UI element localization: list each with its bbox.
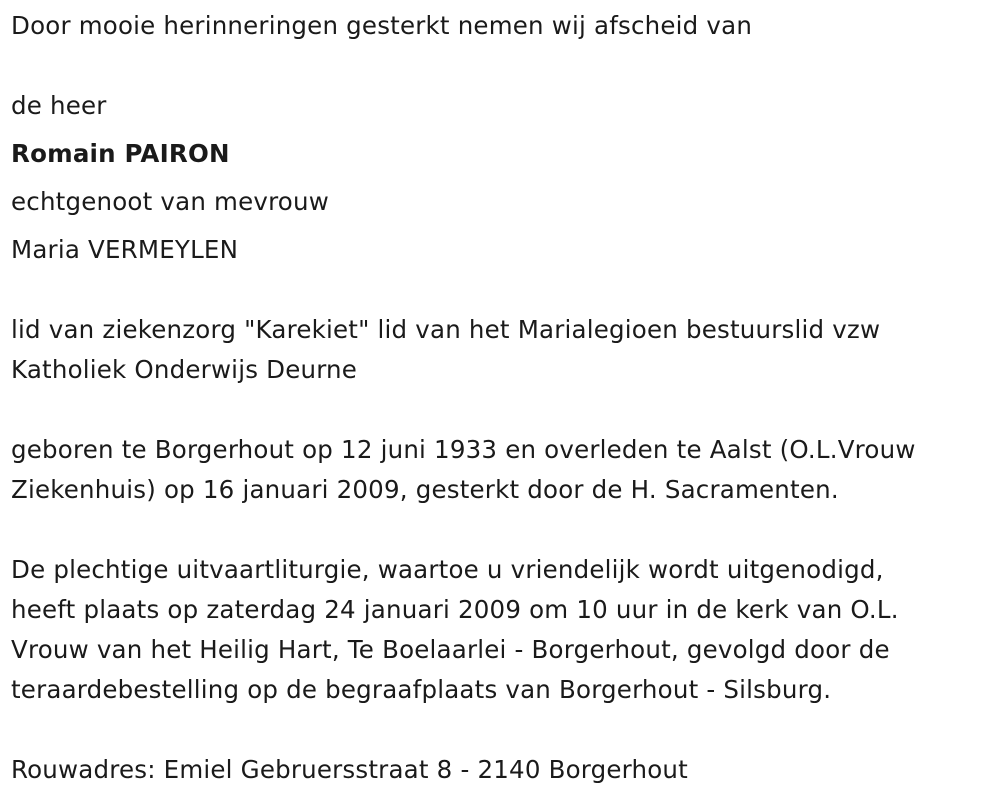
funeral-line-1: De plechtige uitvaartliturgie, waartoe u vriendelijk wordt uitgenodigd, bbox=[11, 555, 884, 584]
life-dates-line-1: geboren te Borgerhout op 12 juni 1933 en overleden te Aalst (O.L.Vrouw bbox=[11, 435, 916, 464]
funeral-line-4: teraardebestelling op de begraafplaats van Borgerhout - Silsburg. bbox=[11, 675, 832, 704]
intro-text: Door mooie herinneringen gesterkt nemen wij afscheid van bbox=[11, 11, 753, 40]
spouse-name: Maria VERMEYLEN bbox=[11, 235, 239, 264]
life-dates-line-2: Ziekenhuis) op 16 januari 2009, gesterkt door de H. Sacramenten. bbox=[11, 475, 839, 504]
mourning-address: Rouwadres: Emiel Gebruersstraat 8 - 2140 Borgerhout bbox=[11, 755, 688, 784]
memberships-line-1: lid van ziekenzorg "Karekiet" lid van het Marialegioen bestuurslid vzw bbox=[11, 315, 881, 344]
funeral-line-3: Vrouw van het Heilig Hart, Te Boelaarlei - Borgerhout, gevolgd door de bbox=[11, 635, 890, 664]
salutation: de heer bbox=[11, 91, 107, 120]
deceased-name: Romain PAIRON bbox=[11, 139, 230, 168]
spouse-intro: echtgenoot van mevrouw bbox=[11, 187, 329, 216]
memberships-line-2: Katholiek Onderwijs Deurne bbox=[11, 355, 358, 384]
funeral-line-2: heeft plaats op zaterdag 24 januari 2009 om 10 uur in de kerk van O.L. bbox=[11, 595, 899, 624]
